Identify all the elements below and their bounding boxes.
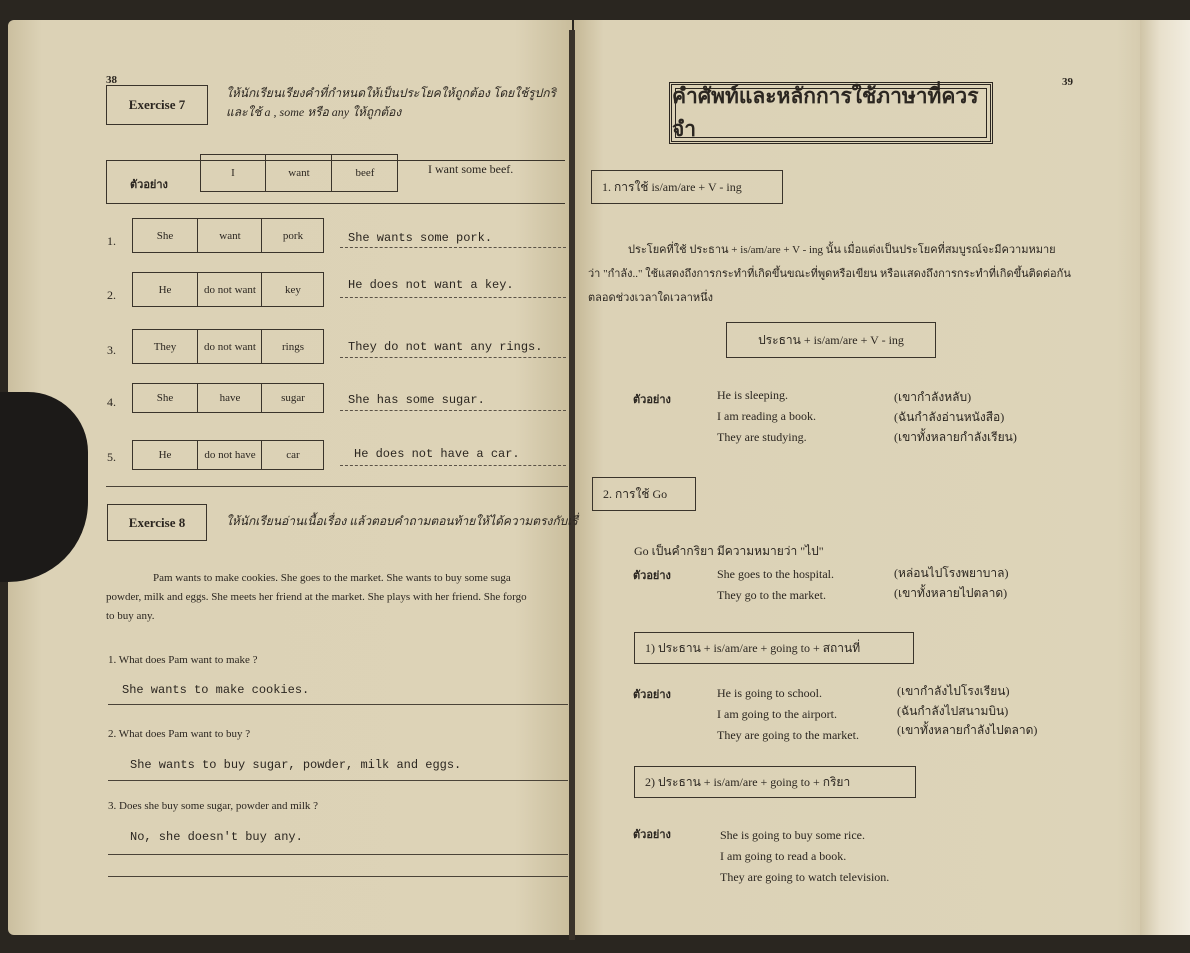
answer-3: No, she doesn't buy any. <box>130 830 303 844</box>
example-word-3: beef <box>331 155 398 191</box>
exercise7-instruction-line2: และใช้ a , some หรือ any ให้ถูกต้อง <box>226 105 402 119</box>
answer-line <box>108 854 568 855</box>
item-answer: She wants some pork. <box>348 231 493 245</box>
example-sentence: They are going to the market. <box>717 728 859 742</box>
page-number-right: 39 <box>1062 76 1073 88</box>
example-sentence: He is sleeping. <box>717 388 788 402</box>
item-word-3: car <box>261 441 324 469</box>
answer-2: She wants to buy sugar, powder, milk and eggs. <box>130 758 462 772</box>
section1-paragraph-line2: ว่า "กำลัง.." ใช้แสดงถึงการกระทำที่เกิดขึ้นขณะที่พูดหรือเขียน หรือแสดงถึงการกระทำที่เกิดขึ้นติดต่อกัน <box>588 268 1071 280</box>
example-word-2: want <box>265 155 332 191</box>
item-word-boxes <box>132 329 324 364</box>
example-answer: I want some beef. <box>428 162 514 176</box>
answer-line <box>108 780 568 781</box>
answer-line <box>340 297 566 298</box>
item-word-2: do not want <box>197 330 262 363</box>
item-word-1: They <box>153 340 177 353</box>
answer-line <box>108 704 568 705</box>
section1-paragraph-line3: ตลอดช่วงเวลาใดเวลาหนึ่ง <box>588 292 714 304</box>
item-word-3: sugar <box>261 384 324 412</box>
example-word-boxes <box>200 154 398 192</box>
question-1: 1. What does Pam want to make ? <box>108 654 258 666</box>
section-divider <box>106 486 568 487</box>
item-answer: He does not want a key. <box>348 278 514 292</box>
item-answer: She has some sugar. <box>348 393 485 407</box>
item-answer: He does not have a car. <box>354 447 520 461</box>
page-number-left: 38 <box>106 74 117 86</box>
section2-example-label: ตัวอย่าง <box>633 569 671 582</box>
question-3: 3. Does she buy some sugar, powder and milk ? <box>108 800 319 812</box>
item-number: 5. <box>107 450 116 464</box>
formula1-example-label: ตัวอย่าง <box>633 688 671 701</box>
item-number: 2. <box>107 288 116 302</box>
page-edges <box>1140 20 1190 935</box>
formula-1: 1) ประธาน + is/am/are + going to + สถานที่ <box>634 632 914 664</box>
formula2-example-label: ตัวอย่าง <box>633 828 671 841</box>
example-translation: (เขาทั้งหลายไปตลาด) <box>894 586 1008 600</box>
answer-line <box>340 357 566 358</box>
item-number: 1. <box>107 234 116 248</box>
formula-2: 2) ประธาน + is/am/are + going to + กริยา <box>634 766 916 798</box>
example-sentence: I am reading a book. <box>717 409 816 423</box>
example-translation: (เขากำลังหลับ) <box>894 390 972 404</box>
item-word-1: She <box>156 229 174 242</box>
section1-paragraph-line1: ประโยคที่ใช้ ประธาน + is/am/are + V - ing นั้น เมื่อแต่งเป็นประโยคที่สมบูรณ์จะมีความหมาย <box>628 244 1056 256</box>
item-word-1: He <box>158 449 172 461</box>
section1-heading: 1. การใช้ is/am/are + V - ing <box>591 170 783 204</box>
item-word-3: pork <box>261 219 324 252</box>
book-spine <box>569 30 575 940</box>
item-word-boxes <box>132 440 324 470</box>
item-word-3: key <box>261 273 324 306</box>
item-number: 3. <box>107 343 116 357</box>
exercise8-label: Exercise 8 <box>107 504 207 541</box>
example-sentence: They are going to watch television. <box>720 870 890 884</box>
item-word-2: do not have <box>197 441 262 469</box>
example-sentence: She is going to buy some rice. <box>720 828 865 842</box>
item-number: 4. <box>107 395 116 409</box>
example-translation: (หล่อนไปโรงพยาบาล) <box>894 566 1009 580</box>
item-word-boxes <box>132 218 324 253</box>
question-2: 2. What does Pam want to buy ? <box>108 728 251 740</box>
answer-line <box>340 247 566 248</box>
story-line-3: to buy any. <box>106 610 155 622</box>
example-label: ตัวอย่าง <box>130 178 168 191</box>
example-translation: (ฉันกำลังอ่านหนังสือ) <box>894 410 1005 424</box>
section1-example-label: ตัวอย่าง <box>633 393 671 406</box>
section2-heading: 2. การใช้ Go <box>592 477 696 511</box>
example-sentence: I am going to the airport. <box>717 707 837 721</box>
item-word-boxes <box>132 272 324 307</box>
example-sentence: They are studying. <box>717 430 807 444</box>
answer-line <box>340 465 566 466</box>
answer-line <box>108 876 568 877</box>
story-line-1: Pam wants to make cookies. She goes to the market. She wants to buy some suga <box>153 572 511 584</box>
exercise8-instruction: ให้นักเรียนอ่านเนื้อเรื่อง แล้วตอบคำถามตอนท้ายให้ได้ความตรงกับเรื่ <box>226 514 578 528</box>
item-word-2: do not want <box>197 273 262 306</box>
item-word-1: She <box>156 392 174 404</box>
item-word-2: want <box>197 219 262 252</box>
exercise7-label: Exercise 7 <box>106 85 208 125</box>
section2-paragraph: Go เป็นคำกริยา มีความหมายว่า "ไป" <box>634 544 824 558</box>
item-word-boxes <box>132 383 324 413</box>
item-word-2: have <box>197 384 262 412</box>
example-translation: (เขากำลังไปโรงเรียน) <box>897 684 1010 698</box>
example-sentence: I am going to read a book. <box>720 849 847 863</box>
item-word-3: rings <box>261 330 324 363</box>
example-translation: (เขาทั้งหลายกำลังไปตลาด) <box>897 723 1038 737</box>
example-sentence: He is going to school. <box>717 686 822 700</box>
answer-line <box>340 410 566 411</box>
item-answer: They do not want any rings. <box>348 340 543 354</box>
example-translation: (เขาทั้งหลายกำลังเรียน) <box>894 430 1017 444</box>
exercise7-instruction-line1: ให้นักเรียนเรียงคำที่กำหนดให้เป็นประโยคให้ถูกต้อง โดยใช้รูปกริ <box>226 86 556 100</box>
example-translation: (ฉันกำลังไปสนามบิน) <box>897 704 1009 718</box>
example-sentence: She goes to the hospital. <box>717 567 834 581</box>
item-word-1: He <box>158 283 172 296</box>
example-word-1: I <box>231 167 235 179</box>
section1-formula: ประธาน + is/am/are + V - ing <box>726 322 936 358</box>
answer-1: She wants to make cookies. <box>122 683 310 697</box>
example-sentence: They go to the market. <box>717 588 826 602</box>
story-line-2: powder, milk and eggs. She meets her friend at the market. She plays with her friend. She forgo <box>106 591 527 603</box>
page-title: คำศัพท์และหลักการใช้ภาษาที่ควรจำ <box>669 82 993 144</box>
